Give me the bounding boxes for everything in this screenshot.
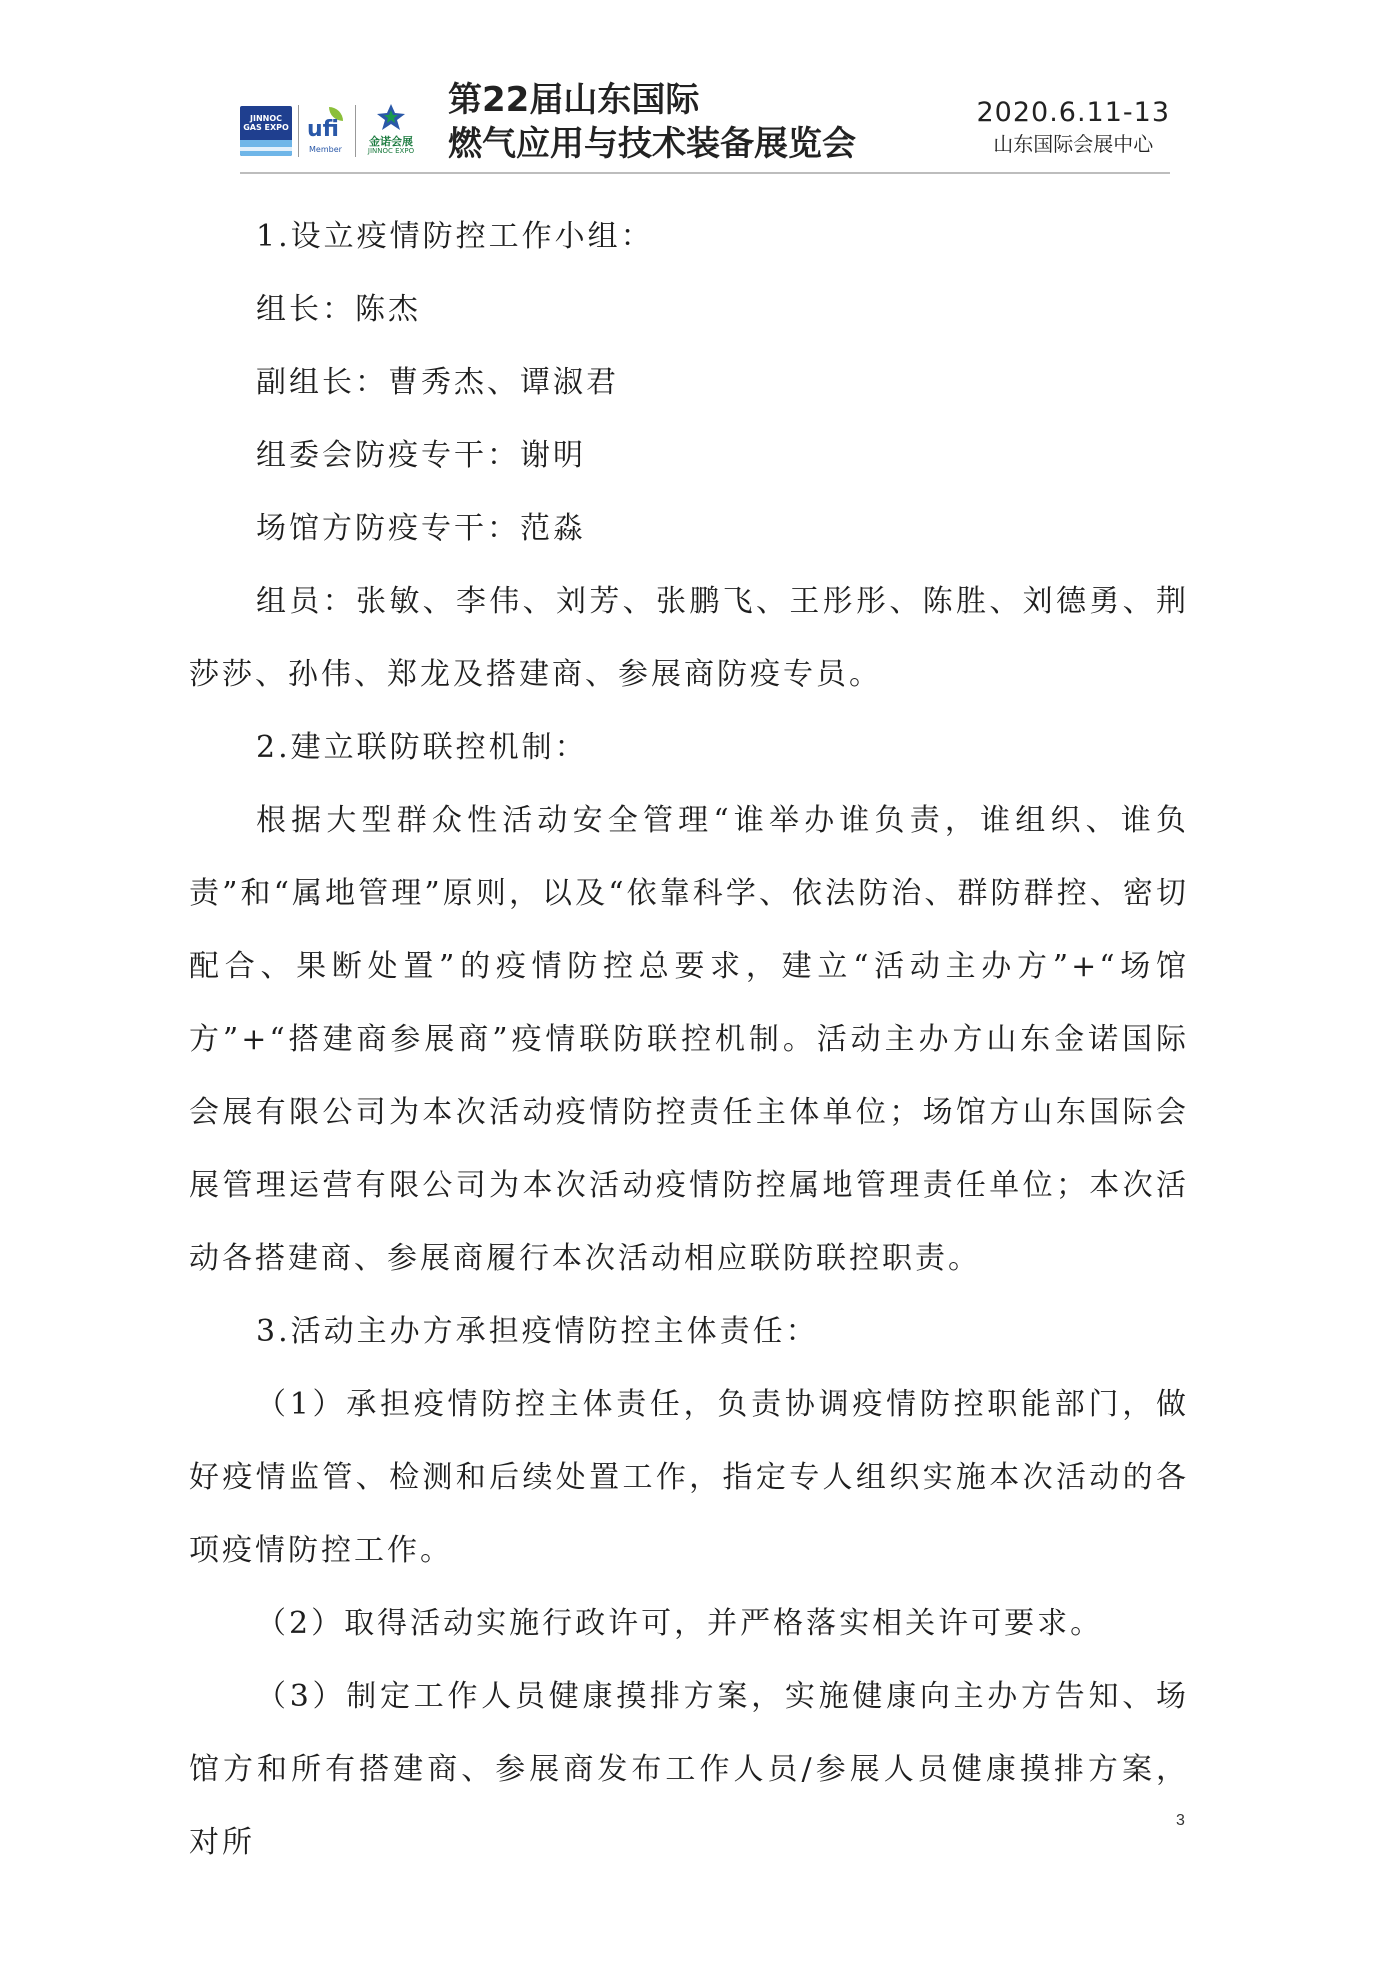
header-divider xyxy=(240,172,1170,174)
exhibition-title-line1: 第22届山东国际 xyxy=(448,80,700,120)
section-heading-3: 3.活动主办方承担疫情防控主体责任： xyxy=(256,1314,819,1349)
group-leader: 组长：陈杰 xyxy=(256,292,421,327)
exhibition-title xyxy=(448,78,856,166)
list-item-2: （2）取得活动实施行政许可，并严格落实相关许可要求。 xyxy=(256,1606,1104,1641)
jinnoc-gas-expo-logo xyxy=(240,106,292,156)
document-body xyxy=(189,200,1189,1879)
venue-epidemic-officer: 场馆方防疫专干：范淼 xyxy=(256,511,586,546)
joint-control-paragraph: 根据大型群众性活动安全管理“谁举办谁负责，谁组织、谁负责”和“属地管理”原则，以及“依靠科学、依法防治、群防群控、密切配合、果断处置”的疫情防控总要求，建立“活动主办方”+“场馆方”+“搭建商参展商”疫情联防联控机制。活动主办方山东金诺国际会展有限公司为本次活动疫情防控责任主体单位；场馆方山东国际会展管理运营有限公司为本次活动疫情防控属地管理责任单位；本次活动各搭建商、参展商履行本次活动相应联防联控职责。 xyxy=(189,803,1189,1276)
jinnuo-logo-cn: 金诺会展 xyxy=(369,135,413,148)
ufi-member-logo xyxy=(305,105,349,157)
sponsor-logos xyxy=(240,100,420,162)
jinnuo-expo-logo xyxy=(362,103,420,159)
page-header xyxy=(240,78,1170,170)
group-members: 组员：张敏、李伟、刘芳、张鹏飞、王彤彤、陈胜、刘德勇、荆莎莎、孙伟、郑龙及搭建商、参展商防疫专员。 xyxy=(189,584,1189,692)
exhibition-title-line2: 燃气应用与技术装备展览会 xyxy=(448,124,856,164)
list-item-3: （3）制定工作人员健康摸排方案，实施健康向主办方告知、场馆方和所有搭建商、参展商发布工作人员/参展人员健康摸排方案，对所 xyxy=(189,1679,1189,1860)
list-item-1: （1）承担疫情防控主体责任，负责协调疫情防控职能部门，做好疫情监管、检测和后续处置工作，指定专人组织实施本次活动的各项疫情防控工作。 xyxy=(189,1387,1189,1568)
jinnuo-logo-en: JINNOC EXPO xyxy=(367,147,415,155)
star-icon xyxy=(376,103,406,131)
event-date: 2020.6.11-13 xyxy=(976,97,1170,128)
event-info xyxy=(976,96,1170,158)
page-number: 3 xyxy=(1176,1812,1185,1829)
committee-epidemic-officer: 组委会防疫专干：谢明 xyxy=(256,438,586,473)
deputy-leaders: 副组长：曹秀杰、谭淑君 xyxy=(256,365,619,400)
jinnoc-logo-text: JINNOC GAS EXPO xyxy=(243,114,289,132)
event-venue: 山东国际会展中心 xyxy=(993,132,1154,156)
section-heading-1: 1.设立疫情防控工作小组： xyxy=(256,219,654,254)
section-heading-2: 2.建立联防联控机制： xyxy=(256,730,588,765)
ufi-logo-text: ufi xyxy=(307,117,339,142)
ufi-member-text: Member xyxy=(309,145,342,154)
